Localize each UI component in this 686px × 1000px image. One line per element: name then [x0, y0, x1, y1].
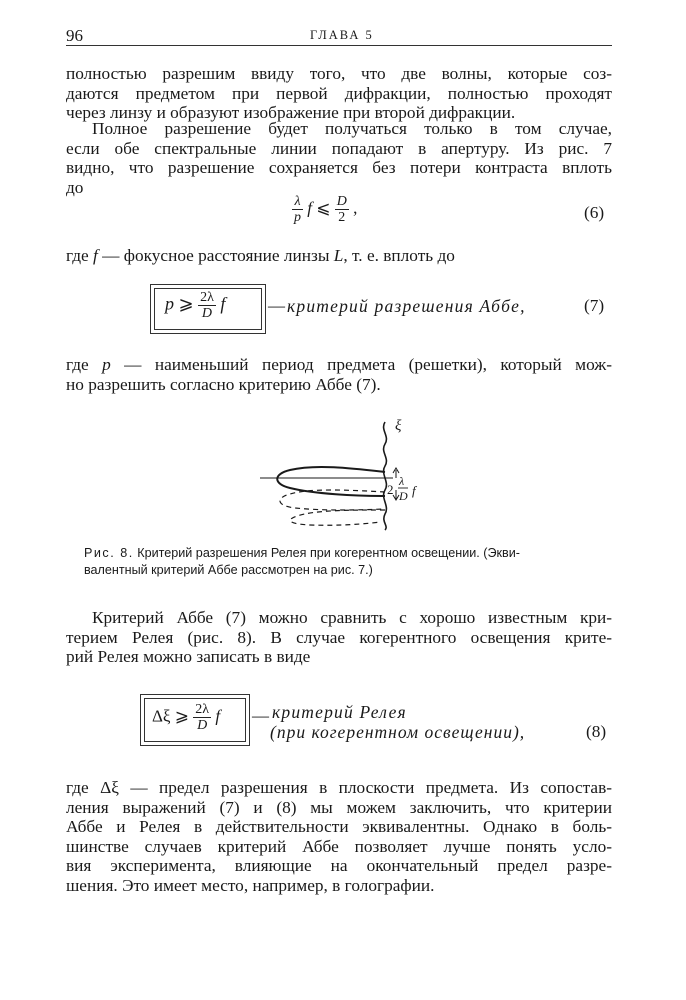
paragraph-2: [66, 119, 612, 197]
text-line: вия эксперимента, влияющие на окончательный предел разре-: [66, 856, 612, 876]
fraction-2lambda-over-d: [198, 290, 216, 321]
equation-6: [292, 194, 357, 225]
fraction-lambda-over-p: [292, 194, 303, 225]
equation-7: [165, 290, 225, 321]
caption-line: [84, 545, 614, 562]
text-line: [66, 355, 612, 375]
numerator: D: [336, 194, 347, 209]
text-span: где: [66, 778, 89, 797]
denominator: p: [294, 210, 301, 225]
text-span: Критерий разрешения Релея при когерентном освещении. (Экви-: [137, 546, 520, 560]
paragraph-5: [66, 608, 612, 667]
text-line: если обе спектральные линии попадают в апертуру. Из рис. 7: [66, 138, 612, 158]
coherent-illumination-note: (при когерентном освещении),: [270, 722, 526, 742]
fraction-2lambda-over-d: [193, 702, 211, 733]
numerator: 2λ: [195, 702, 210, 717]
page-number: 96: [66, 26, 83, 45]
text-line: через линзу и образуют изображение при второй дифракции.: [66, 103, 516, 123]
text-span: — фокусное расстояние линзы: [102, 246, 330, 265]
label-d: D: [399, 489, 408, 503]
text-line: но разрешить согласно критерию Аббе (7).: [66, 374, 381, 394]
header-rule: [66, 45, 612, 46]
page-header: [66, 26, 612, 46]
equation-7-number: (7): [584, 296, 605, 315]
vertical-axis-wavy: [384, 422, 387, 530]
paragraph-3: [66, 246, 612, 266]
text-line: шения. Это имеет место, например, в голографии.: [66, 875, 435, 895]
relation-sign: ⩾: [178, 293, 194, 314]
caption-line: валентный критерий Аббе рассмотрен на рис. 7.): [84, 562, 373, 577]
text-span: где: [66, 355, 89, 374]
label-f: f: [412, 483, 416, 498]
text-line: ления выражений (7) и (8) мы можем заключить, что критерии: [66, 797, 612, 817]
text-span: , т. е. вплоть до: [343, 246, 455, 265]
text-line: [66, 778, 612, 798]
equation-8-number: (8): [586, 722, 607, 741]
equation-tail: ,: [353, 198, 358, 218]
delta-xi: Δξ: [152, 706, 171, 726]
label-lambda: λ: [399, 474, 405, 488]
text-span: — наименьший период предмета (решетки), который мож-: [124, 355, 612, 374]
denominator: 2: [338, 210, 346, 225]
paragraph-1: [66, 64, 612, 123]
text-line: рий Релея можно записать в виде: [66, 647, 311, 667]
relation-sign: ⩾: [174, 706, 190, 726]
delta-xi: Δξ: [100, 778, 119, 797]
xi-axis-label: ξ: [395, 418, 402, 434]
numerator: λ: [292, 194, 303, 210]
running-head: ГЛАВА 5: [310, 28, 374, 42]
equation-6-number: (6): [584, 203, 605, 222]
intensity-profile-dashed-1: [280, 490, 385, 510]
text-line: до: [66, 177, 84, 197]
intensity-profile-dashed-2: [290, 510, 385, 525]
fraction-d-over-2: [335, 194, 349, 225]
symbol-l: L: [333, 246, 344, 265]
paragraph-6: [66, 778, 612, 896]
relation-sign: ⩽: [316, 198, 331, 218]
figure-caption: [84, 545, 614, 578]
equation-7-dash: —: [268, 296, 285, 315]
text-line: Критерий Аббе (7) можно сравнить с хорошо известным кри-: [92, 608, 612, 627]
caption-lead: Рис. 8.: [84, 546, 134, 560]
rayleigh-criterion-label: критерий Релея: [272, 702, 407, 722]
figure-8: [255, 412, 435, 537]
text-span: — предел разрешения в плоскости предмета. Из сопостав-: [130, 778, 612, 797]
equation-8-dash: —: [252, 706, 269, 725]
symbol-f: f: [220, 293, 226, 314]
symbol-f: f: [93, 246, 98, 265]
text-line: полностью разрешим ввиду того, что две волны, которые соз-: [66, 64, 612, 83]
denominator: D: [201, 306, 213, 321]
denominator: D: [197, 718, 208, 733]
symbol-p: p: [102, 355, 111, 374]
paragraph-4: [66, 355, 612, 394]
symbol-p: p: [165, 293, 174, 314]
text-line: терием Релея (рис. 8). В случае когерентного освещения крите-: [66, 627, 612, 647]
label-two: 2: [387, 482, 394, 497]
text-line: Полное разрешение будет получаться только в том случае,: [92, 119, 612, 138]
text-line: видно, что разрешение сохраняется без потери контраста вплоть: [66, 158, 612, 178]
text-line: шинстве случаев критерий Аббе позволяет лучше понять усло-: [66, 836, 612, 856]
equation-8: [152, 702, 220, 733]
symbol-f: f: [307, 198, 312, 218]
numerator: 2λ: [200, 290, 214, 305]
text-line: даются предметом при первой дифракции, полностью проходят: [66, 83, 612, 103]
text-line: Аббе и Релея в действительности эквивалентны. Однако в боль-: [66, 817, 612, 837]
abbe-criterion-label: критерий разрешения Аббе,: [287, 296, 526, 316]
intensity-profile-solid: [277, 467, 385, 496]
text-span: где: [66, 246, 89, 265]
symbol-f: f: [215, 706, 221, 726]
